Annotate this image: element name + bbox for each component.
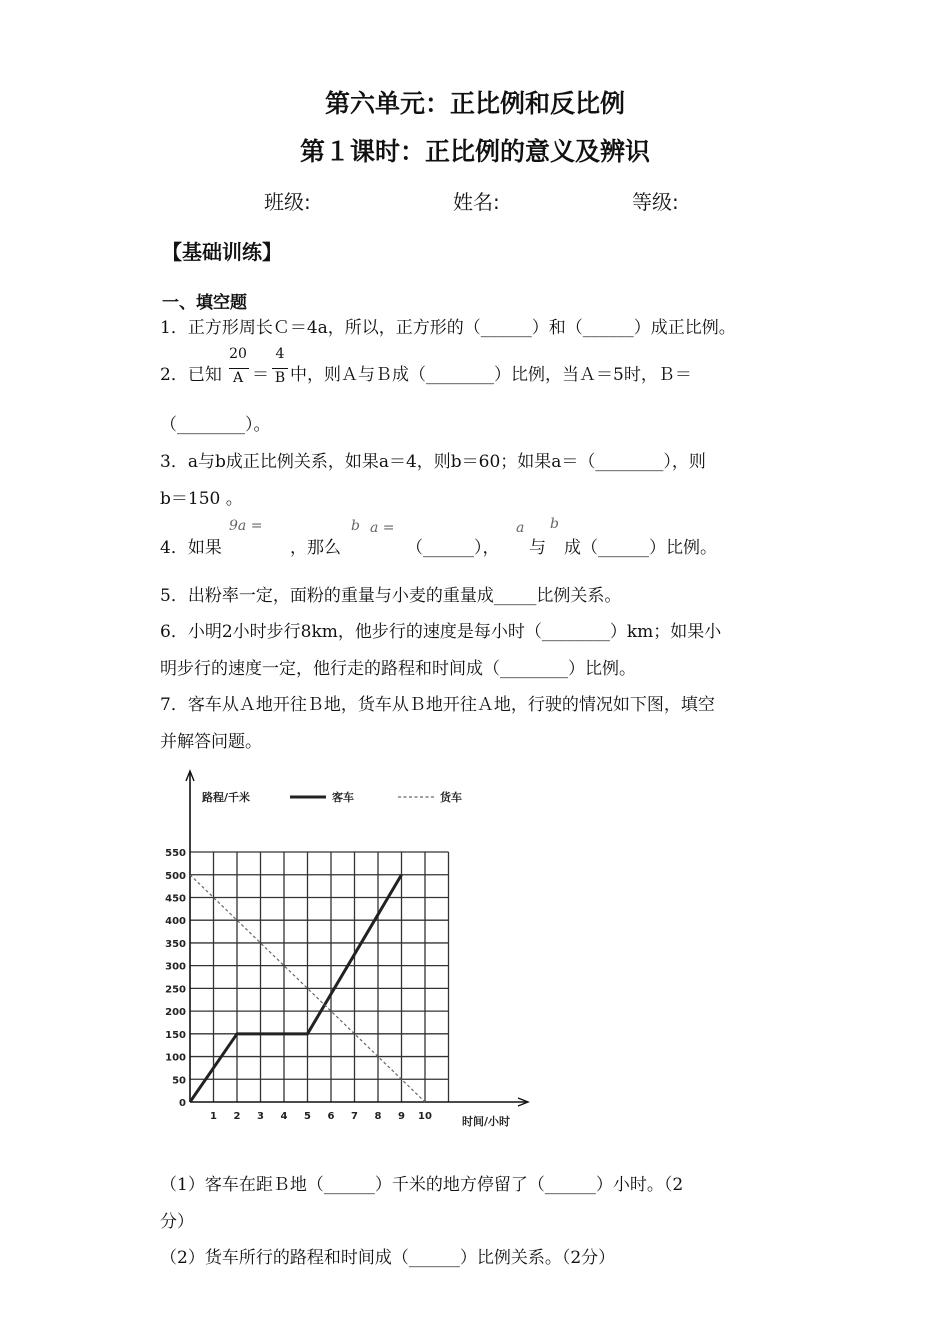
y-tick-label: 50 (172, 1075, 186, 1087)
question-7-line1: 7．客车从Ａ地开往Ｂ地，货车从Ｂ地开往Ａ地，行驶的情况如下图，填空 (160, 695, 715, 715)
distance-time-chart (150, 765, 550, 1145)
section-title: 【基础训练】 (162, 240, 282, 264)
fraction-2-bar (272, 368, 288, 369)
question-5: 5．出粉率一定，面粉的重量与小麦的重量成_____比例关系。 (160, 586, 622, 606)
question-6-line1: 6．小明2小时步行8km，他步行的速度是每小时（________）km；如果小 (160, 622, 722, 642)
y-tick-label: 150 (165, 1029, 186, 1041)
x-tick-label: 5 (304, 1111, 311, 1122)
legend-label: 客车 (332, 791, 354, 804)
chart-legend (290, 790, 462, 804)
expression-a: a = (370, 520, 395, 536)
question-2-prefix: 2．已知 (160, 365, 222, 385)
question-4-prefix: 4．如果 (160, 538, 222, 558)
x-tick-label: 4 (280, 1111, 288, 1122)
x-tick-label: 3 (257, 1111, 264, 1122)
y-tick-label: 250 (165, 984, 186, 996)
x-tick-label: 8 (374, 1111, 382, 1122)
sub-question-2: （2）货车所行的路程和时间成（______）比例关系。（2分） (160, 1248, 616, 1268)
fraction-1-bar (229, 368, 249, 369)
expression-b: b (351, 518, 360, 534)
question-4-blank1: （______）， (406, 538, 500, 558)
x-tick-label: 9 (398, 1111, 405, 1122)
fraction-2-numerator: 4 (275, 346, 285, 362)
fill-blank-heading: 一、填空题 (162, 293, 247, 313)
legend-label: 货车 (440, 791, 462, 804)
question-4-mid: ，那么 (290, 538, 341, 558)
grade-label: 等级: (632, 190, 679, 214)
y-tick-label: 300 (165, 961, 186, 973)
sub-question-1-line1: （1）客车在距Ｂ地（______）千米的地方停留了（______）小时。（2 (160, 1175, 684, 1195)
question-1: 1．正方形周长Ｃ＝4a，所以，正方形的（______）和（______）成正比例。 (160, 318, 736, 338)
y-axis-label: 路程/千米 (202, 791, 251, 804)
y-tick-label: 100 (165, 1052, 186, 1064)
variable-a: a (516, 520, 525, 536)
question-4-and: 与 (529, 538, 546, 558)
x-tick-label: 10 (418, 1111, 432, 1122)
x-axis-label: 时间/小时 (462, 1115, 511, 1128)
equals-sign: ＝ (252, 365, 269, 385)
question-7-line2: 并解答问题。 (160, 732, 262, 752)
question-6-line2: 明步行的速度一定，他行走的路程和时间成（________）比例。 (160, 659, 636, 679)
x-tick-label: 7 (351, 1111, 358, 1122)
y-tick-label: 200 (165, 1007, 186, 1019)
class-label: 班级: (264, 190, 311, 214)
question-3-line2: b＝150 。 (160, 489, 243, 509)
y-tick-label: 350 (165, 938, 186, 950)
expression-9a: 9a = (229, 518, 263, 534)
chart-grid (190, 852, 449, 1102)
unit-title: 第六单元：正比例和反比例 (324, 89, 625, 118)
lesson-title: 第１课时：正比例的意义及辨识 (299, 137, 650, 166)
chart-labels (165, 790, 510, 1128)
y-tick-label: 400 (165, 916, 186, 928)
y-tick-label: 500 (165, 870, 186, 882)
question-2-suffix: 中，则Ａ与Ｂ成（________）比例，当Ａ＝5时，Ｂ＝ (290, 365, 692, 385)
question-2-line2: （________）。 (160, 415, 271, 435)
variable-b: b (550, 516, 559, 532)
fraction-1-denominator: A (232, 370, 244, 386)
sub-question-1-line2: 分） (160, 1212, 194, 1232)
y-tick-label: 0 (179, 1098, 186, 1109)
name-label: 姓名: (453, 190, 500, 214)
question-3-line1: 3．a与b成正比例关系，如果a＝4，则b＝60；如果a＝（________），则 (160, 452, 706, 472)
y-tick-label: 450 (165, 893, 186, 905)
x-tick-label: 6 (327, 1111, 335, 1122)
x-tick-label: 2 (233, 1111, 241, 1122)
fraction-1-numerator: 20 (229, 346, 247, 362)
question-4-suffix: 成（______）比例。 (564, 538, 717, 558)
fraction-2-denominator: B (274, 370, 286, 386)
y-tick-label: 550 (165, 848, 186, 860)
x-tick-label: 1 (210, 1111, 217, 1122)
